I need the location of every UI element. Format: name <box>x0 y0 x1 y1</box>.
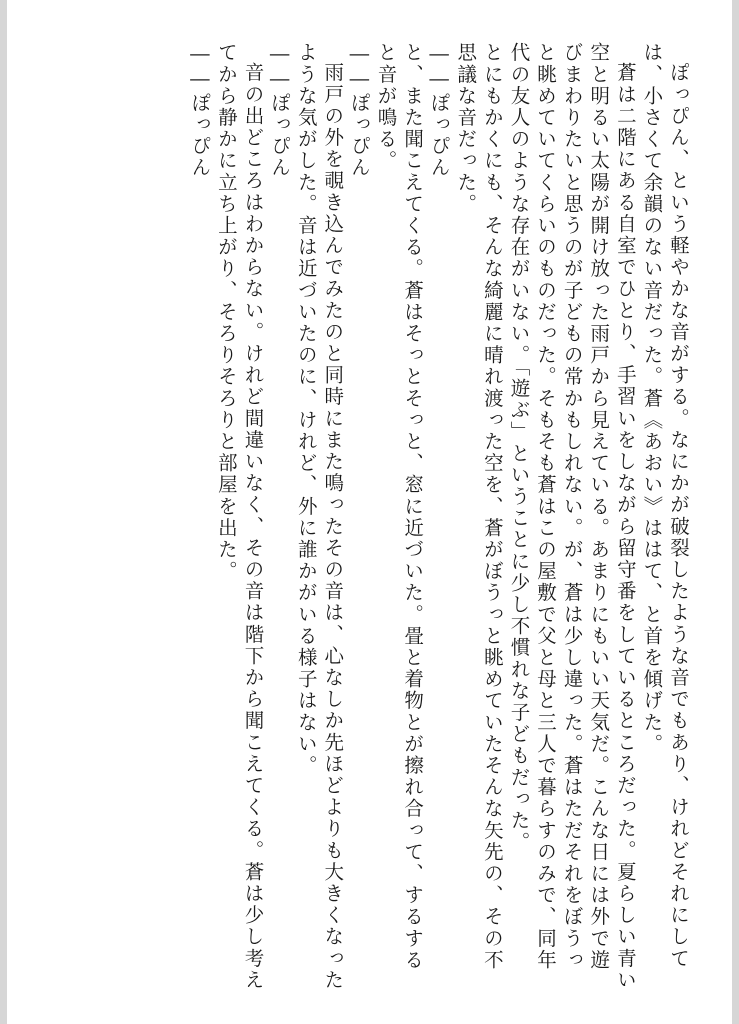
paragraph: とにもかくにも、そんな綺麗に晴れ渡った空を、蒼がぼうっと眺めていたそんな矢先の、その不思議な音だった。 <box>454 42 504 971</box>
sound-line: ――ぽっぴん <box>427 42 451 179</box>
page-left-edge <box>0 0 7 1024</box>
paragraph: ぽっぴん、という軽やかな音がする。なにかが破裂したような音でもあり、けれどそれにしては、小さくて余韻のない音だった。蒼《あおい》ははて、と首を傾げた。 <box>640 42 690 969</box>
sound-line: ――ぽっぴん <box>347 42 371 179</box>
paragraph: と、また聞こえてくる。蒼はそっとそっと、窓に近づいた。畳と着物とが擦れ合って、するすると音が鳴る。 <box>374 42 425 971</box>
paragraph: 音の出どころはわからない。けれど間違いなく、その音は階下から聞こえてくる。蒼は少し考えてから静かに立ち上がり、そろりそろりと部屋を出た。 <box>214 42 265 991</box>
vertical-body-text <box>151 42 691 992</box>
page-right-edge <box>732 0 739 1024</box>
sound-line: ――ぽっぴん <box>188 42 212 179</box>
sound-line: ――ぽっぴん <box>268 42 292 179</box>
paragraph: 雨戸の外を覗き込んでみたのと同時にまた鳴ったその音は、心なしか先ほどよりも大きくなったような気がした。音は近づいたのに、けれど、外に誰かがいる様子はない。 <box>294 42 345 991</box>
paragraph: 蒼は二階にある自室でひとり、手習いをしながら留守番をしているところだった。夏らしい青い空と明るい太陽が開け放った雨戸から見えている。あまりにもいい天気だ。こんな日には外で遊びまわりたいと思うのが子どもの常かもしれない。が、蒼は少し違った。蒼はただそれをぼうっと眺めていてくらいのものだった。そもそも蒼はこの屋敷で父と母と三人で暮らすのみで、同年代の友人のような存在がいない。「遊ぶ」ということに少し不慣れな子どもだった。 <box>507 42 637 991</box>
